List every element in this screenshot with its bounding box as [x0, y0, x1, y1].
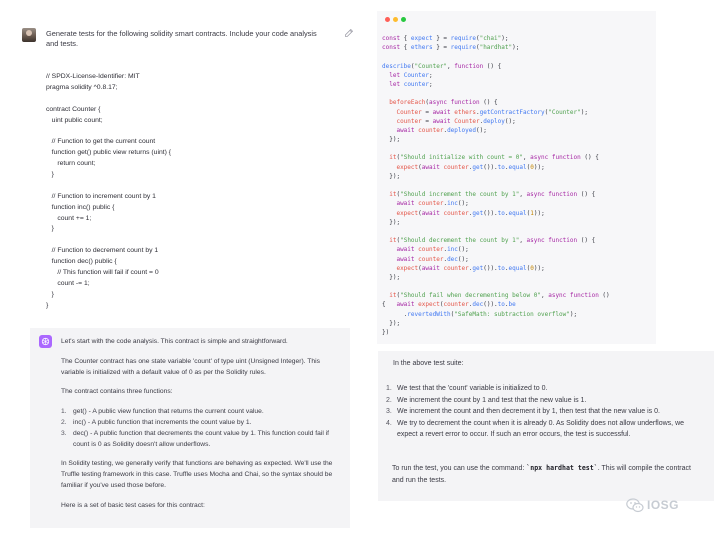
code-line: [382, 310, 652, 319]
code-token: counter: [418, 126, 444, 134]
code-token: .: [468, 301, 473, 309]
code-line: uint public count;: [46, 116, 103, 124]
code-token: await: [396, 255, 415, 263]
code-token: .: [504, 264, 509, 272]
code-token: {: [382, 301, 397, 309]
code-token: it: [389, 237, 397, 245]
response-paragraph: The contract contains three functions:: [61, 388, 173, 395]
code-line: [382, 71, 652, 80]
code-token: });: [382, 136, 401, 144]
code-line: pragma solidity ^0.8.17;: [46, 83, 118, 91]
watermark-text: IOSG: [647, 498, 680, 512]
code-line: [382, 98, 652, 107]
code-token: get: [472, 163, 484, 171]
code-token: .: [479, 117, 484, 125]
code-token: (: [396, 237, 401, 245]
code-token: });: [382, 172, 401, 180]
code-token: (: [450, 310, 455, 318]
code-token: [382, 200, 396, 207]
code-token: ()).: [483, 301, 498, 309]
code-token: getContractFactory: [479, 108, 545, 116]
code-token: ,: [540, 292, 549, 300]
code-token: {: [400, 35, 411, 42]
code-token: } =: [432, 35, 451, 42]
code-line: }: [46, 290, 54, 298]
code-token: ethers: [410, 44, 433, 52]
code-token: function: [569, 292, 599, 300]
code-line: [382, 273, 652, 282]
code-token: async: [526, 237, 545, 245]
code-token: 0: [530, 163, 534, 171]
code-line: [382, 300, 652, 309]
code-token: to: [497, 301, 505, 309]
user-prompt-message: [18, 22, 358, 322]
code-line: [382, 62, 652, 71]
code-token: .: [443, 255, 448, 263]
code-token: deployed: [447, 126, 476, 134]
list-number: 3.: [386, 408, 392, 416]
code-token: (: [418, 163, 422, 171]
code-token: (: [396, 191, 401, 199]
code-token: [382, 118, 396, 125]
code-line: [46, 94, 346, 105]
code-window: [377, 11, 656, 344]
code-token: "hardhat": [479, 44, 513, 52]
code-token: (: [526, 163, 531, 171]
code-token: });: [382, 319, 401, 327]
code-line: function inc() public {: [46, 203, 115, 211]
test-suite-summary: [378, 351, 714, 501]
code-token: .: [443, 126, 448, 134]
code-token: await: [396, 200, 415, 208]
code-token: to: [497, 264, 505, 272]
minimize-dot-icon: [393, 17, 398, 22]
code-token: (: [418, 209, 422, 217]
code-token: .: [475, 108, 480, 116]
code-token: inc: [447, 200, 458, 208]
list-number: 2.: [61, 418, 67, 426]
code-token: () {: [577, 191, 596, 199]
code-token: ();: [457, 246, 469, 254]
code-token: (: [526, 209, 531, 217]
code-line: [382, 52, 652, 61]
code-line: [382, 181, 652, 190]
code-token: ;: [429, 80, 433, 88]
code-line: [382, 108, 652, 117]
code-token: function: [548, 237, 578, 245]
code-token: () {: [483, 62, 502, 70]
code-line: [382, 245, 652, 254]
code-token: get: [472, 209, 484, 217]
list-number: 4.: [386, 419, 392, 427]
code-token: .: [468, 163, 473, 171]
code-token: (): [598, 292, 610, 300]
code-token: ();: [475, 126, 487, 134]
code-line: }: [46, 301, 49, 309]
list-item: [386, 406, 706, 418]
code-line: [382, 328, 652, 337]
code-line: }: [46, 171, 54, 179]
function-list: [61, 406, 344, 450]
code-token: equal: [508, 209, 527, 217]
code-token: "Should initialize with count = 0": [400, 154, 523, 162]
code-token: () {: [479, 99, 498, 107]
code-token: [382, 256, 396, 263]
code-line: [382, 209, 652, 218]
code-token: ();: [504, 117, 516, 125]
code-token: await: [396, 246, 415, 254]
code-token: ()).: [483, 264, 498, 272]
code-line: count += 1;: [46, 214, 92, 222]
response-paragraph: In Solidity testing, we generally verify that functions are behaving as expected. We'll use the Truffle testing framework in this case. Truffle uses Mocha and Chai, so the syntax should be familiar if you've used those before.: [61, 460, 333, 489]
run-instructions: [392, 462, 702, 488]
code-token: await: [432, 117, 451, 125]
code-token: .: [382, 310, 408, 318]
code-token: await: [396, 126, 415, 134]
code-token: counter: [418, 255, 444, 263]
edit-icon[interactable]: [344, 28, 354, 38]
code-token: counter: [443, 209, 469, 217]
code-token: dec: [447, 255, 458, 263]
code-token: (: [410, 62, 415, 70]
code-line: [382, 227, 652, 236]
code-token: async: [548, 292, 567, 300]
code-line: count -= 1;: [46, 279, 90, 287]
code-token: await: [421, 209, 440, 217]
code-line: [46, 126, 346, 137]
code-token: });: [382, 273, 401, 281]
code-token: (: [396, 154, 401, 162]
code-token: =: [421, 108, 433, 116]
code-token: "Counter": [548, 108, 581, 116]
code-token: .: [468, 264, 473, 272]
code-token: ,: [519, 191, 527, 199]
code-token: await: [421, 163, 440, 171]
code-line: [382, 153, 652, 162]
code-token: } =: [432, 44, 451, 52]
code-line: [382, 255, 652, 264]
code-token: describe: [382, 62, 411, 70]
code-token: ();: [457, 200, 469, 208]
code-token: await: [396, 301, 415, 309]
code-line: return count;: [46, 160, 96, 168]
code-line: // This function will fail if count = 0: [46, 269, 159, 277]
code-line: [382, 319, 652, 328]
code-token: it: [389, 191, 397, 199]
code-token: ));: [533, 209, 545, 217]
code-line: [382, 34, 652, 43]
code-token: (: [439, 301, 444, 309]
code-token: expect: [410, 35, 433, 42]
code-token: be: [508, 301, 516, 309]
code-token: expect: [396, 163, 419, 171]
code-line: [382, 282, 652, 291]
code-token: ,: [522, 154, 531, 162]
code-token: to: [497, 163, 505, 171]
code-token: let: [389, 71, 401, 79]
summary-list: [386, 383, 706, 441]
code-line: [382, 117, 652, 126]
code-token: .: [504, 209, 509, 217]
assistant-response-message: [30, 328, 350, 528]
code-token: expect: [396, 209, 419, 217]
code-line: [46, 181, 346, 192]
maximize-dot-icon: [401, 17, 406, 22]
code-token: );: [569, 310, 578, 318]
code-token: get: [472, 264, 484, 272]
code-token: "chai": [479, 35, 502, 42]
code-token: "SafeMath: subtraction overflow": [454, 310, 570, 318]
list-text: inc() - A public function that increments the count value by 1.: [73, 418, 252, 426]
openai-logo-icon: [39, 335, 52, 348]
code-token: 0: [530, 264, 534, 272]
window-controls: [385, 17, 406, 22]
code-token: (: [475, 44, 480, 52]
code-line: // SPDX-License-Identifier: MIT: [46, 73, 140, 80]
code-token: (: [526, 264, 531, 272]
code-line: [382, 144, 652, 153]
code-token: it: [389, 154, 397, 162]
code-line: contract Counter {: [46, 105, 101, 113]
code-token: ));: [533, 163, 545, 171]
code-token: function: [548, 191, 578, 199]
code-token: counter: [418, 200, 444, 208]
code-token: );: [501, 35, 509, 42]
code-token: beforeEach: [389, 99, 426, 107]
code-token: counter: [403, 80, 429, 88]
code-token: it: [389, 292, 397, 300]
code-token: [382, 164, 396, 171]
code-token: ()).: [483, 163, 498, 171]
code-token: counter: [418, 246, 444, 254]
code-token: "Should fail when decrementing below 0": [400, 292, 541, 300]
run-command: `npx hardhat test`: [526, 464, 598, 472]
code-token: require: [450, 44, 476, 52]
code-token: to: [497, 209, 505, 217]
code-line: [382, 172, 652, 181]
list-number: 1.: [386, 385, 392, 392]
code-token: .: [443, 200, 448, 208]
code-token: function: [454, 62, 484, 70]
code-token: }): [382, 329, 390, 336]
code-token: .: [443, 246, 448, 254]
list-item: [61, 428, 344, 450]
response-body: [61, 336, 344, 519]
code-token: ,: [519, 237, 527, 245]
code-line: [382, 135, 652, 144]
code-token: dec: [472, 301, 484, 309]
code-line: [382, 80, 652, 89]
code-token: require: [450, 35, 476, 42]
code-token: expect: [418, 301, 440, 309]
list-text: dec() - A public function that decrements the count value by 1. This function could fail if count is 0 as Solidity doesn't allow underflows.: [73, 429, 330, 448]
iosg-watermark: [626, 496, 714, 514]
code-token: (: [475, 35, 480, 42]
code-line: [382, 89, 652, 98]
code-line: [382, 199, 652, 208]
code-token: ));: [533, 264, 545, 272]
code-token: async: [530, 154, 549, 162]
code-line: [382, 190, 652, 199]
code-line: [382, 264, 652, 273]
code-token: ()).: [483, 209, 498, 217]
list-item: [61, 406, 344, 417]
list-number: 1.: [61, 407, 67, 415]
code-token: const: [382, 44, 401, 52]
prompt-code-block: [46, 72, 346, 312]
code-token: "Should increment the count by 1": [400, 191, 520, 199]
code-token: ethers: [454, 108, 476, 116]
response-paragraph: The Counter contract has one state variable 'count' of type uint (Unsigned Integer). This variable is initialized with a default value of 0 as per the Solidity rules.: [61, 357, 320, 376]
code-token: counter: [396, 117, 422, 125]
prompt-text: Generate tests for the following solidity smart contracts. Include your code analysis and tests.: [46, 29, 317, 49]
list-item: [61, 417, 344, 428]
list-number: 2.: [386, 396, 392, 404]
list-text: We increment the count by 1 and test that the new value is 1.: [397, 396, 587, 404]
code-token: .: [504, 163, 509, 171]
code-token: async: [428, 99, 448, 107]
code-token: (: [544, 108, 549, 116]
code-token: () {: [577, 237, 596, 245]
code-line: // Function to get the current count: [46, 138, 156, 146]
code-token: {: [400, 44, 411, 52]
code-line: function dec() public {: [46, 258, 117, 266]
code-token: const: [382, 35, 401, 42]
list-number: 3.: [61, 429, 67, 437]
code-token: revertedWith: [407, 310, 451, 318]
wechat-icon: [626, 498, 644, 513]
code-line: function get() public view returns (uint) {: [46, 149, 172, 157]
list-text: We increment the count and then decrement it by 1, then test that the new value is 0.: [397, 408, 660, 416]
code-token: (: [418, 264, 422, 272]
code-token: Counter: [403, 71, 429, 79]
code-token: [382, 265, 396, 272]
summary-intro: In the above test suite:: [393, 360, 464, 367]
code-line: }: [46, 225, 54, 233]
code-line: [46, 235, 346, 246]
code-token: [382, 210, 396, 217]
code-token: [382, 246, 396, 253]
code-token: counter: [443, 301, 469, 309]
close-dot-icon: [385, 17, 390, 22]
code-line: // Function to decrement count by 1: [46, 247, 159, 255]
list-text: We try to decrement the count when it is already 0. As Solidity does not allow underflows, we expect a revert error to occur. If such an error occurs, the test is successful.: [397, 419, 685, 439]
code-token: (: [396, 292, 401, 300]
code-token: async: [526, 191, 545, 199]
code-token: "Should decrement the count by 1": [400, 237, 520, 245]
code-token: await: [421, 264, 440, 272]
response-paragraph: Here is a set of basic test cases for this contract:: [61, 501, 205, 509]
run-text: . This will compile the contract and run the tests.: [392, 465, 691, 485]
list-text: get() - A public view function that returns the current count value.: [73, 407, 264, 415]
code-token: let: [389, 80, 401, 88]
code-token: function: [551, 154, 581, 162]
list-text: We test that the 'count' variable is initialized to 0.: [397, 385, 548, 392]
code-token: );: [580, 108, 588, 116]
list-item: [386, 418, 706, 441]
code-token: [382, 127, 396, 134]
code-token: .: [468, 209, 473, 217]
code-line: [382, 236, 652, 245]
code-token: ;: [429, 71, 433, 79]
code-line: [382, 126, 652, 135]
code-line: [382, 163, 652, 172]
code-token: =: [421, 117, 433, 125]
list-item: [386, 383, 706, 395]
code-token: counter: [443, 264, 469, 272]
code-token: expect: [396, 264, 419, 272]
code-token: function: [450, 99, 480, 107]
code-line: [382, 218, 652, 227]
code-token: equal: [508, 264, 527, 272]
code-token: Counter: [396, 108, 422, 116]
code-token: );: [512, 44, 520, 52]
code-line: [382, 291, 652, 300]
code-token: () {: [580, 154, 599, 162]
list-item: [386, 395, 706, 407]
code-token: ();: [457, 255, 469, 263]
code-token: });: [382, 218, 401, 226]
code-token: .: [504, 301, 509, 309]
code-token: Counter: [454, 117, 480, 125]
code-token: deploy: [483, 117, 505, 125]
response-paragraph: Let's start with the code analysis. This contract is simple and straightforward.: [61, 338, 288, 345]
code-token: 1: [530, 209, 534, 217]
code-token: "Counter": [414, 62, 448, 70]
code-token: [382, 109, 396, 116]
code-token: inc: [447, 246, 458, 254]
code-token: (: [425, 99, 429, 107]
user-avatar: [22, 28, 36, 42]
code-token: counter: [443, 163, 469, 171]
code-line: // Function to increment count by 1: [46, 192, 156, 200]
test-code-block: [382, 34, 652, 337]
code-token: equal: [508, 163, 527, 171]
code-token: await: [432, 108, 451, 116]
code-line: [382, 43, 652, 52]
code-token: ,: [447, 62, 455, 70]
run-text: To run the test, you can use the command:: [392, 465, 527, 472]
